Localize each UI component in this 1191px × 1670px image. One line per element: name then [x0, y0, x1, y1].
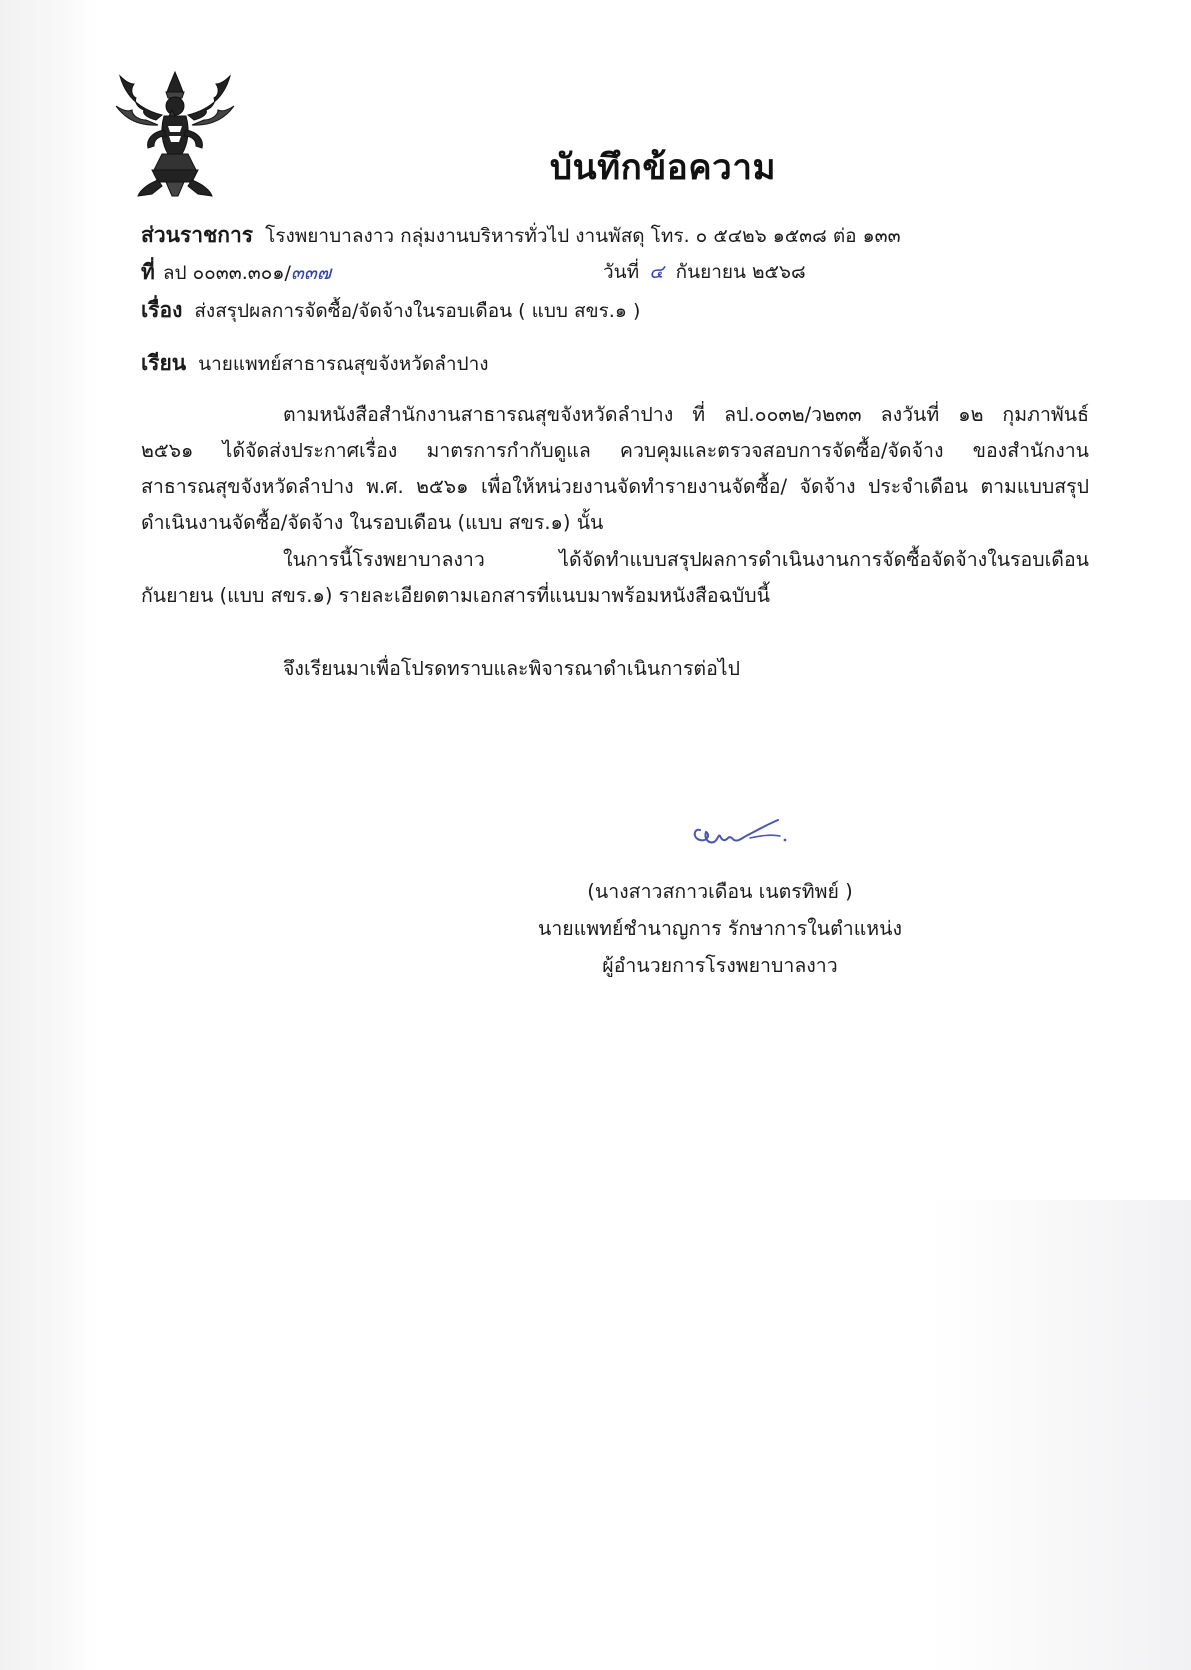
- scan-shadow: [931, 1200, 1191, 1670]
- subject-value: ส่งสรุปผลการจัดซื้อ/จัดจ้างในรอบเดือน ( แบบ สขร.๑ ): [194, 300, 641, 322]
- subject-line: [141, 297, 640, 324]
- agency-line: [141, 222, 901, 249]
- paragraph-1-line-3: สาธารณสุขจังหวัดลำปาง พ.ศ. ๒๕๖๑ เพื่อให้หน่วยงานจัดทำรายงานจัดซื้อ/ จัดจ้าง ประจำเดือน ตามแบบสรุป: [141, 475, 1089, 498]
- handwritten-signature: [688, 808, 803, 856]
- date-day: ๔: [649, 261, 664, 283]
- date-rest: กันยายน ๒๕๖๘: [675, 261, 806, 283]
- addressee-value: นายแพทย์สาธารณสุขจังหวัดลำปาง: [198, 353, 489, 375]
- signatory-name: (นางสาวสกาวเดือน เนตรทิพย์ ): [587, 880, 853, 903]
- scan-left-edge: [0, 0, 98, 1670]
- agency-label: ส่วนราชการ: [141, 223, 254, 247]
- ref-number: ๓๓๗: [290, 262, 332, 284]
- date-line: [603, 259, 806, 285]
- paragraph-1-line-1: ตามหนังสือสำนักงานสาธารณสุขจังหวัดลำปาง ที่ ลป.๐๐๓๒/ว๒๓๓ ลงวันที่ ๑๒ กุมภาพันธ์: [283, 403, 1089, 426]
- addressee-line: [141, 350, 489, 377]
- ref-label: ที่: [141, 260, 155, 284]
- paragraph-2-line-2: กันยายน (แบบ สขร.๑) รายละเอียดตามเอกสารที่แนบมาพร้อมหนังสือฉบับนี้: [141, 584, 770, 607]
- signatory-title: ผู้อำนวยการโรงพยาบาลงาว: [602, 954, 838, 977]
- date-label: วันที่: [603, 261, 640, 283]
- signatory-position: นายแพทย์ชำนาญการ รักษาการในตำแหน่ง: [538, 917, 902, 940]
- subject-label: เรื่อง: [141, 298, 183, 322]
- paragraph-1-line-2: ๒๕๖๑ ได้จัดส่งประกาศเรื่อง มาตรการกำกับดูแล ควบคุมและตรวจสอบการจัดซื้อ/จัดจ้าง ของสำนักงาน: [141, 439, 1089, 462]
- ref-prefix: ลป ๐๐๓๓.๓๐๑/: [162, 262, 291, 284]
- ref-line: [141, 259, 331, 286]
- agency-value: โรงพยาบาลงาว กลุ่มงานบริหารทั่วไป งานพัสดุ โทร. ๐ ๕๔๒๖ ๑๕๓๘ ต่อ ๑๓๓: [265, 225, 901, 247]
- addressee-label: เรียน: [141, 351, 187, 375]
- closing-line: จึงเรียนมาเพื่อโปรดทราบและพิจารณาดำเนินการต่อไป: [283, 657, 740, 680]
- paragraph-2-line-1: ในการนี้โรงพยาบาลงาว ได้จัดทำแบบสรุปผลการดำเนินงานการจัดซื้อจัดจ้างในรอบเดือน: [283, 548, 1089, 571]
- paragraph-1-line-4: ดำเนินงานจัดซื้อ/จัดจ้าง ในรอบเดือน (แบบ สขร.๑) นั้น: [141, 511, 604, 534]
- page-title: บันทึกข้อความ: [549, 148, 777, 188]
